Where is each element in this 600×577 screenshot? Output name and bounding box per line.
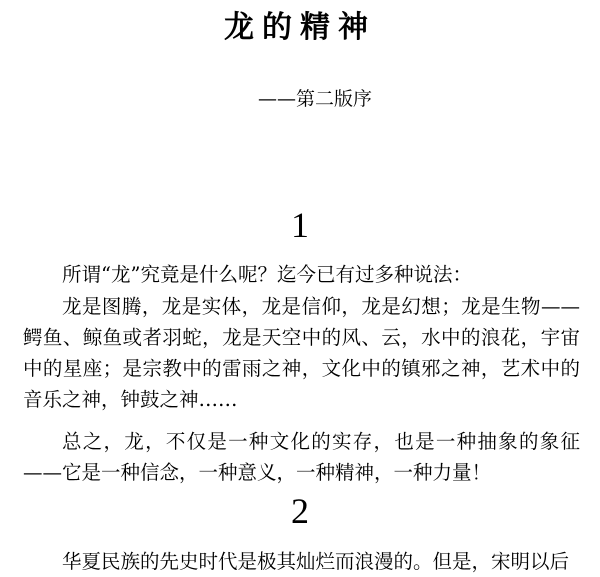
paragraph: 华夏民族的先史时代是极其灿烂而浪漫的。但是，宋明以后 — [62, 550, 570, 573]
page-subtitle: ——第二版序 — [257, 88, 372, 110]
paragraph: 所谓“龙”究竟是什么呢？迄今已有过多种说法： — [62, 263, 472, 286]
section-number: 2 — [291, 491, 309, 531]
page-title: 龙的精神 — [224, 10, 376, 45]
paragraph: 龙是图腾，龙是实体，龙是信仰，龙是幻想；龙是生物——鳄鱼、鲸鱼或者羽蛇，龙是天空中的风、云，水中的浪花，宇宙中的星座；是宗教中的雷雨之神，文化中的镇邪之神，艺术中的音乐之神，钟鼓之神…… — [23, 295, 580, 411]
section-number: 1 — [291, 205, 309, 245]
paragraph: 总之，龙，不仅是一种文化的实存，也是一种抽象的象征——它是一种信念，一种意义，一种精神，一种力量！ — [23, 430, 580, 484]
